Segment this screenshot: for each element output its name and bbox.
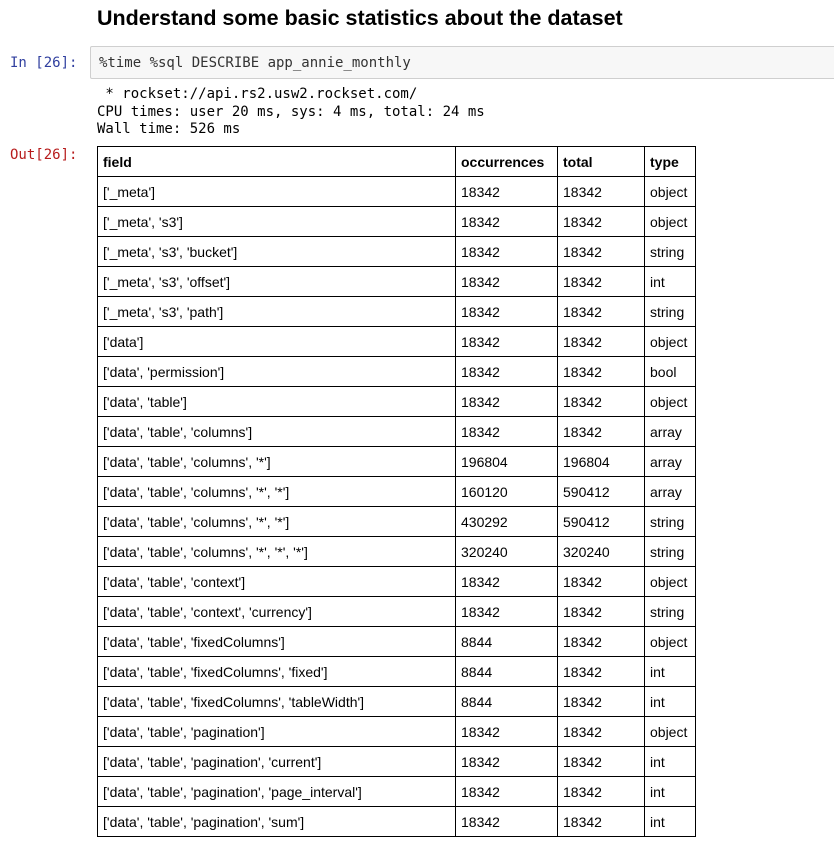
cell-total: 18342 (558, 717, 645, 747)
cell-type: object (645, 327, 696, 357)
cell-type: string (645, 507, 696, 537)
cell-total: 18342 (558, 357, 645, 387)
cell-field: ['data', 'table', 'columns', '*', '*'] (98, 477, 456, 507)
cell-total: 18342 (558, 807, 645, 837)
cell-field: ['data', 'table', 'fixedColumns'] (98, 627, 456, 657)
cell-type: int (645, 687, 696, 717)
cell-total: 18342 (558, 747, 645, 777)
cell-total: 18342 (558, 417, 645, 447)
cell-occurrences: 18342 (456, 327, 558, 357)
cell-type: object (645, 627, 696, 657)
table-row (98, 807, 696, 837)
section-heading: Understand some basic statistics about the dataset (97, 6, 623, 30)
cell-total: 18342 (558, 207, 645, 237)
cell-occurrences: 18342 (456, 417, 558, 447)
cell-total: 18342 (558, 177, 645, 207)
cell-occurrences: 320240 (456, 537, 558, 567)
cell-occurrences: 196804 (456, 447, 558, 477)
table-header-row (98, 147, 696, 177)
describe-table (97, 146, 696, 837)
header-type: type (645, 147, 696, 177)
cell-field: ['data', 'table', 'fixedColumns', 'fixed'] (98, 657, 456, 687)
cell-occurrences: 18342 (456, 567, 558, 597)
cell-occurrences: 18342 (456, 267, 558, 297)
cell-occurrences: 18342 (456, 717, 558, 747)
stdout-line: Wall time: 526 ms (97, 121, 241, 137)
cell-type: string (645, 537, 696, 567)
cell-type: array (645, 447, 696, 477)
header-field: field (98, 147, 456, 177)
cell-total: 320240 (558, 537, 645, 567)
cell-field: ['data', 'table', 'context'] (98, 567, 456, 597)
cell-field: ['data', 'table', 'context', 'currency'] (98, 597, 456, 627)
cell-field: ['data', 'table', 'pagination'] (98, 717, 456, 747)
cell-total: 18342 (558, 687, 645, 717)
cell-field: ['data', 'table', 'columns', '*'] (98, 447, 456, 477)
cell-occurrences: 8844 (456, 657, 558, 687)
cell-type: array (645, 477, 696, 507)
cell-type: int (645, 267, 696, 297)
cell-occurrences: 18342 (456, 237, 558, 267)
cell-type: int (645, 747, 696, 777)
cell-field: ['data', 'permission'] (98, 357, 456, 387)
stdout-line: CPU times: user 20 ms, sys: 4 ms, total: 24 ms (97, 103, 485, 120)
cell-type: int (645, 807, 696, 837)
cell-field: ['_meta', 's3', 'path'] (98, 297, 456, 327)
cell-occurrences: 18342 (456, 357, 558, 387)
output-prompt: Out[26]: (10, 147, 78, 163)
cell-total: 590412 (558, 507, 645, 537)
cell-field: ['_meta'] (98, 177, 456, 207)
cell-field: ['_meta', 's3', 'bucket'] (98, 237, 456, 267)
table-row (98, 477, 696, 507)
table-row (98, 537, 696, 567)
cell-total: 18342 (558, 627, 645, 657)
cell-occurrences: 160120 (456, 477, 558, 507)
cell-total: 196804 (558, 447, 645, 477)
cell-field: ['data', 'table', 'pagination', 'sum'] (98, 807, 456, 837)
table-row (98, 207, 696, 237)
cell-type: string (645, 297, 696, 327)
stdout-output (97, 86, 485, 139)
table-row (98, 417, 696, 447)
cell-type: object (645, 717, 696, 747)
table-row (98, 267, 696, 297)
cell-occurrences: 18342 (456, 177, 558, 207)
table-row (98, 237, 696, 267)
cell-total: 18342 (558, 297, 645, 327)
cell-type: string (645, 237, 696, 267)
code-text[interactable]: %time %sql DESCRIBE app_annie_monthly (99, 55, 411, 71)
cell-occurrences: 430292 (456, 507, 558, 537)
cell-total: 18342 (558, 237, 645, 267)
cell-field: ['data', 'table', 'columns', '*', '*'] (98, 507, 456, 537)
table-row (98, 687, 696, 717)
cell-type: string (645, 597, 696, 627)
input-prompt: In [26]: (10, 55, 78, 71)
cell-total: 18342 (558, 267, 645, 297)
table-row (98, 507, 696, 537)
cell-field: ['data', 'table', 'columns', '*', '*', '*'] (98, 537, 456, 567)
header-total: total (558, 147, 645, 177)
table-row (98, 747, 696, 777)
cell-total: 18342 (558, 387, 645, 417)
cell-type: object (645, 177, 696, 207)
cell-occurrences: 18342 (456, 777, 558, 807)
cell-occurrences: 18342 (456, 807, 558, 837)
cell-type: bool (645, 357, 696, 387)
table-row (98, 567, 696, 597)
cell-occurrences: 18342 (456, 207, 558, 237)
cell-occurrences: 18342 (456, 387, 558, 417)
table-row (98, 327, 696, 357)
table-row (98, 387, 696, 417)
cell-total: 18342 (558, 657, 645, 687)
cell-total: 590412 (558, 477, 645, 507)
cell-type: array (645, 417, 696, 447)
cell-occurrences: 8844 (456, 627, 558, 657)
cell-field: ['data', 'table'] (98, 387, 456, 417)
cell-type: int (645, 777, 696, 807)
table-row (98, 597, 696, 627)
table-row (98, 777, 696, 807)
cell-type: object (645, 567, 696, 597)
table-row (98, 447, 696, 477)
cell-occurrences: 8844 (456, 687, 558, 717)
cell-type: int (645, 657, 696, 687)
cell-total: 18342 (558, 327, 645, 357)
cell-field: ['_meta', 's3', 'offset'] (98, 267, 456, 297)
cell-occurrences: 18342 (456, 297, 558, 327)
header-occurrences: occurrences (456, 147, 558, 177)
cell-total: 18342 (558, 597, 645, 627)
code-cell[interactable] (90, 46, 834, 79)
cell-field: ['data', 'table', 'fixedColumns', 'tableWidth'] (98, 687, 456, 717)
cell-occurrences: 18342 (456, 597, 558, 627)
table-row (98, 177, 696, 207)
table-row (98, 717, 696, 747)
cell-type: object (645, 207, 696, 237)
table-row (98, 627, 696, 657)
cell-occurrences: 18342 (456, 747, 558, 777)
cell-field: ['data'] (98, 327, 456, 357)
table-row (98, 357, 696, 387)
stdout-line: * rockset://api.rs2.usw2.rockset.com/ (97, 86, 418, 102)
cell-field: ['_meta', 's3'] (98, 207, 456, 237)
cell-field: ['data', 'table', 'pagination', 'page_interval'] (98, 777, 456, 807)
cell-field: ['data', 'table', 'pagination', 'current'] (98, 747, 456, 777)
cell-type: object (645, 387, 696, 417)
cell-field: ['data', 'table', 'columns'] (98, 417, 456, 447)
cell-total: 18342 (558, 777, 645, 807)
cell-total: 18342 (558, 567, 645, 597)
table-row (98, 657, 696, 687)
table-row (98, 297, 696, 327)
